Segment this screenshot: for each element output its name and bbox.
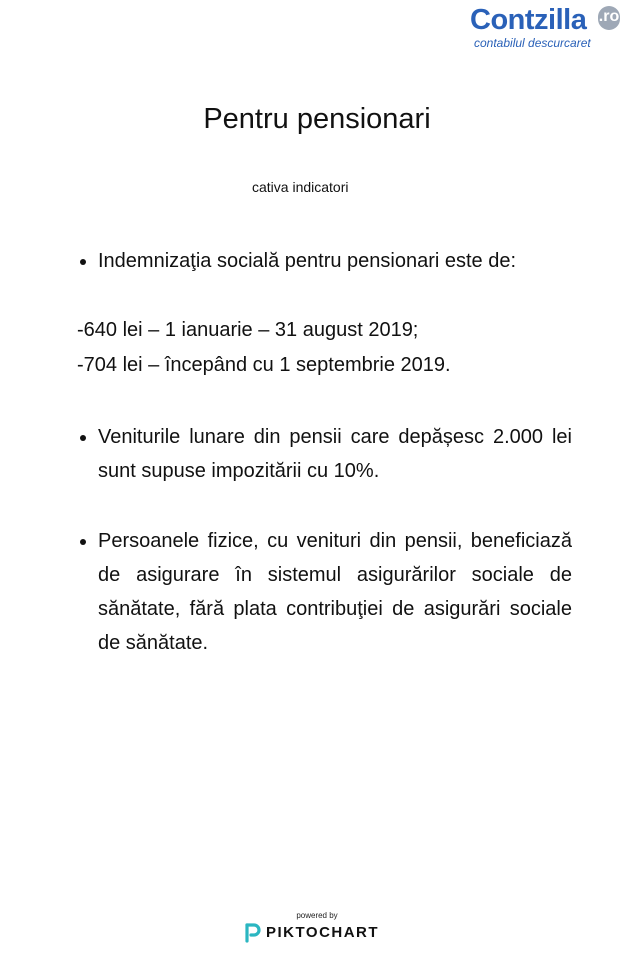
allowance-line-2019-jan-aug: -640 lei – 1 ianuarie – 31 august 2019;: [77, 319, 419, 341]
piktochart-logo-icon: [245, 923, 261, 943]
bullet-pension-tax: Veniturile lunare din pensii care depășesc 2.000 lei sunt supuse impozitării cu 10%.: [98, 420, 572, 488]
allowance-line-2019-sep: -704 lei – începând cu 1 septembrie 2019.: [77, 354, 451, 376]
page-subtitle: cativa indicatori: [252, 179, 349, 195]
page-title: Pentru pensionari: [203, 103, 431, 135]
piktochart-brand-name: PIKTOCHART: [266, 924, 380, 941]
powered-by-label: powered by: [296, 911, 338, 920]
contzilla-logo: [470, 2, 620, 52]
bullet-social-allowance: Indemnizaţia socială pentru pensionari este de:: [98, 244, 572, 278]
bullet-health-insurance: Persoanele fizice, cu venituri din pensii, beneficiază de asigurare în sistemul asigurărilor sociale de sănătate, fără plata contribuţiei de asigurări sociale de sănătate.: [98, 524, 572, 660]
logo-name: Contzilla: [470, 4, 587, 36]
logo-tagline: contabilul descurcaret: [474, 36, 591, 50]
piktochart-footer: [0, 909, 634, 949]
logo-tld-badge: .ro: [598, 6, 620, 30]
